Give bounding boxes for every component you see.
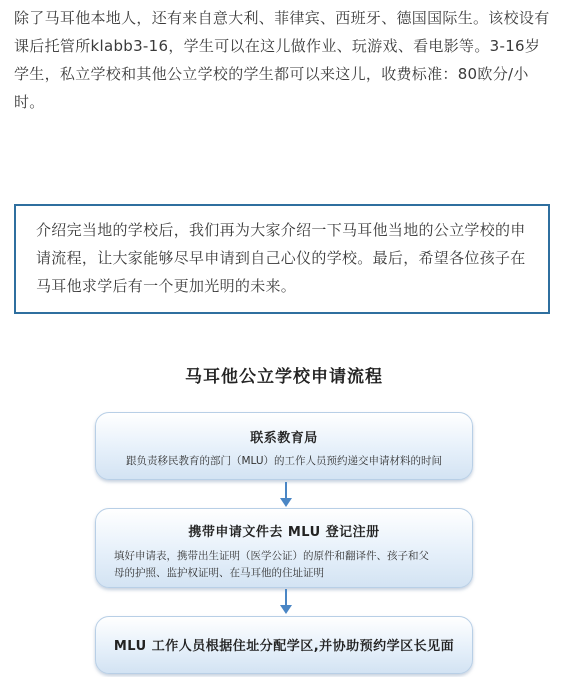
intro-line: 除了马耳他本地人，还有来自意大利、菲律宾、西班牙、德国国际生。该校设有 xyxy=(14,9,550,27)
callout-line: 请流程，让大家能够尽早申请到自己心仪的学校。最后，希望各位孩子在 xyxy=(36,249,526,267)
intro-line: 学生，私立学校和其他公立学校的学生都可以来这儿，收费标准：80欧分/小 xyxy=(14,65,529,83)
intro-line: 课后托管所klabb3-16，学生可以在这儿做作业、玩游戏、看电影等。3-16岁 xyxy=(14,37,541,55)
flow-step-title: 携带申请文件去 MLU 登记注册 xyxy=(188,525,380,540)
callout-line: 介绍完当地的学校后，我们再为大家介绍一下马耳他当地的公立学校的申 xyxy=(36,221,526,239)
flow-step-contact-education-bureau xyxy=(95,412,473,480)
flow-step-title: MLU 工作人员根据住址分配学区,并协助预约学区长见面 xyxy=(113,639,455,654)
callout-line: 马耳他求学后有一个更加光明的未来。 xyxy=(36,277,297,295)
down-arrow-icon xyxy=(279,589,293,615)
flow-step-desc: 跟负责移民教育的部门（MLU）的工作人员预约递交申请材料的时间 xyxy=(125,455,443,467)
flowchart-title: 马耳他公立学校申请流程 xyxy=(185,367,383,387)
flow-step-assign-school-district xyxy=(95,616,473,674)
callout-box xyxy=(14,204,550,314)
flow-step-title: 联系教育局 xyxy=(250,431,318,446)
flow-step-desc-line: 母的护照、监护权证明、在马耳他的住址证明 xyxy=(114,567,324,579)
intro-line: 时。 xyxy=(14,93,45,111)
flow-step-register-at-mlu xyxy=(95,508,473,588)
flow-step-desc xyxy=(96,548,472,582)
flow-step-desc-line: 填好申请表，携带出生证明（医学公证）的原件和翻译件、孩子和父 xyxy=(114,550,429,562)
intro-paragraph xyxy=(14,4,560,116)
down-arrow-icon xyxy=(279,482,293,508)
